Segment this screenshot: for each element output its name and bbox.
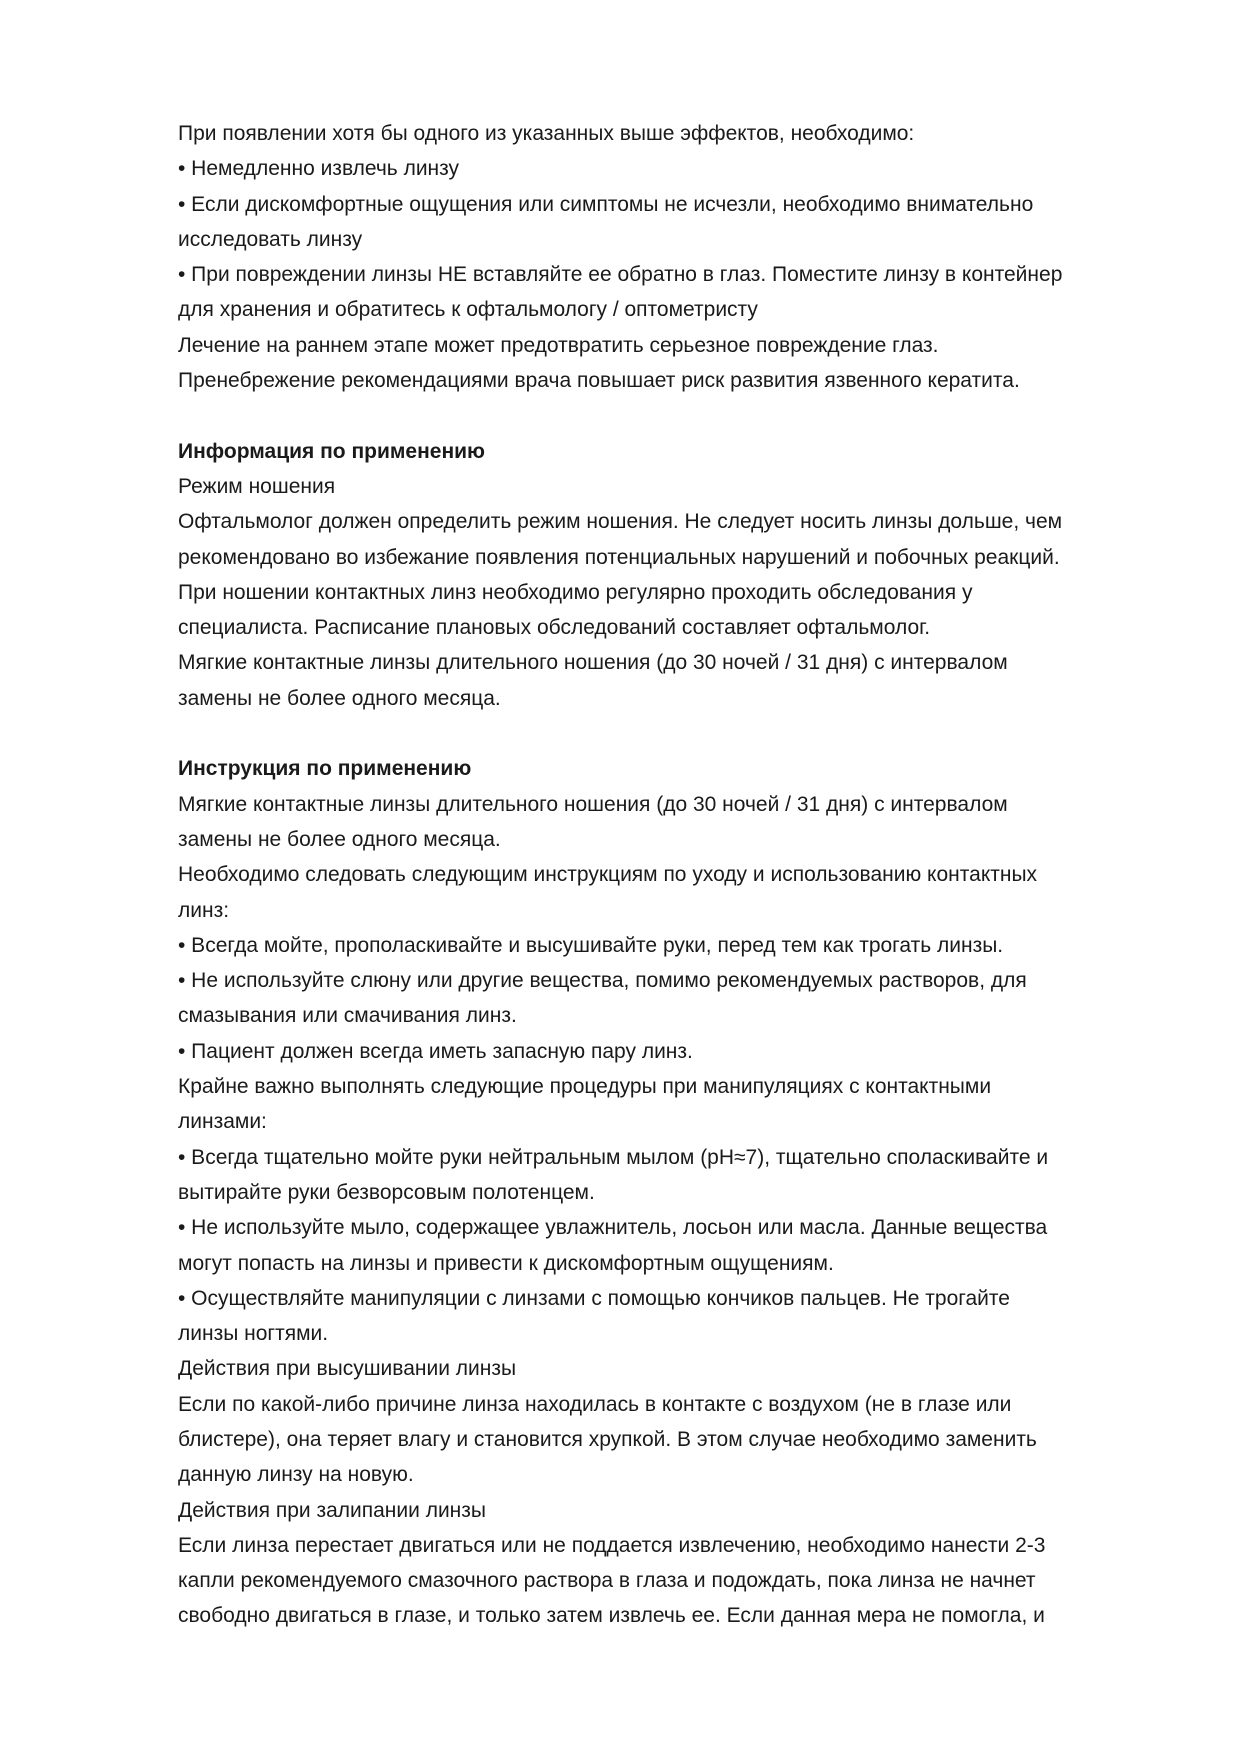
text-line: Необходимо следовать следующим инструкциям по уходу и использованию контактных: [178, 863, 1038, 887]
text-line: Если по какой-либо причине линза находилась в контакте с воздухом (не в глазе или: [178, 1392, 1012, 1416]
text-line: Мягкие контактные линзы длительного ношения (до 30 ночей / 31 дня) с интервалом: [178, 651, 1008, 675]
usage-info-section: [178, 434, 1178, 716]
text-line: исследовать линзу: [178, 227, 363, 251]
text-line: рекомендовано во избежание появления потенциальных нарушений и побочных реакций.: [178, 545, 1060, 569]
text-line: Лечение на раннем этапе может предотвратить серьезное повреждение глаз.: [178, 333, 939, 357]
text-line: данную линзу на новую.: [178, 1463, 414, 1487]
text-line: Пренебрежение рекомендациями врача повышает риск развития язвенного кератита.: [178, 369, 1020, 393]
text-line: замены не более одного месяца.: [178, 686, 501, 710]
subheading-line: Режим ношения: [178, 474, 336, 498]
text-line: При ношении контактных линз необходимо регулярно проходить обследования у: [178, 580, 973, 604]
text-line: могут попасть на линзы и привести к дискомфортным ощущениям.: [178, 1251, 834, 1275]
text-line: линз:: [178, 898, 230, 922]
intro-section: [178, 116, 1178, 398]
bullet-line: • Не используйте слюну или другие вещества, помимо рекомендуемых растворов, для: [178, 969, 1027, 993]
text-line: вытирайте руки безворсовым полотенцем.: [178, 1180, 595, 1204]
bullet-line: • Если дискомфортные ощущения или симптомы не исчезли, необходимо внимательно: [178, 192, 1034, 216]
text-line: При появлении хотя бы одного из указанных выше эффектов, необходимо:: [178, 122, 915, 145]
section-heading: Информация по применению: [178, 439, 485, 463]
bullet-line: • Не используйте мыло, содержащее увлажнитель, лосьон или масла. Данные вещества: [178, 1216, 1048, 1240]
text-line: Если линза перестает двигаться или не поддается извлечению, необходимо нанести 2-3: [178, 1533, 1046, 1557]
text-line: линзы ногтями.: [178, 1322, 329, 1346]
text-line: капли рекомендуемого смазочного раствора в глаза и подождать, пока линза не начнет: [178, 1569, 1036, 1593]
text-line: Крайне важно выполнять следующие процедуры при манипуляциях с контактными: [178, 1075, 992, 1099]
bullet-line: • Всегда мойте, прополаскивайте и высушивайте руки, перед тем как трогать линзы.: [178, 933, 1004, 957]
text-line: Мягкие контактные линзы длительного ношения (до 30 ночей / 31 дня) с интервалом: [178, 792, 1008, 816]
text-line: специалиста. Расписание плановых обследований составляет офтальмолог.: [178, 616, 931, 640]
text-line: Офтальмолог должен определить режим ношения. Не следует носить линзы дольше, чем: [178, 510, 1063, 534]
bullet-line: • Всегда тщательно мойте руки нейтральным мылом (pH≈7), тщательно споласкивайте и: [178, 1145, 1049, 1169]
subheading-line: Действия при залипании линзы: [178, 1498, 486, 1522]
text-line: смазывания или смачивания линз.: [178, 1004, 517, 1028]
bullet-line: • При повреждении линзы НЕ вставляйте ее обратно в глаз. Поместите линзу в контейнер: [178, 263, 1063, 287]
paragraph-gap: [178, 716, 1178, 751]
section-heading: Инструкция по применению: [178, 757, 472, 781]
text-line: линзами:: [178, 1110, 267, 1134]
text-line: блистере), она теряет влагу и становится хрупкой. В этом случае необходимо заменить: [178, 1427, 1037, 1451]
bullet-line: • Немедленно извлечь линзу: [178, 157, 460, 181]
document-page: [178, 116, 1178, 1634]
instructions-section: [178, 751, 1178, 1633]
bullet-line: • Осуществляйте манипуляции с линзами с помощью кончиков пальцев. Не трогайте: [178, 1286, 1010, 1310]
text-line: для хранения и обратитесь к офтальмологу / оптометристу: [178, 298, 758, 322]
text-line: свободно двигаться в глазе, и только затем извлечь ее. Если данная мера не помогла, и: [178, 1604, 1045, 1628]
paragraph-gap: [178, 398, 1178, 433]
bullet-line: • Пациент должен всегда иметь запасную пару линз.: [178, 1039, 693, 1063]
text-line: замены не более одного месяца.: [178, 827, 501, 851]
subheading-line: Действия при высушивании линзы: [178, 1357, 517, 1381]
